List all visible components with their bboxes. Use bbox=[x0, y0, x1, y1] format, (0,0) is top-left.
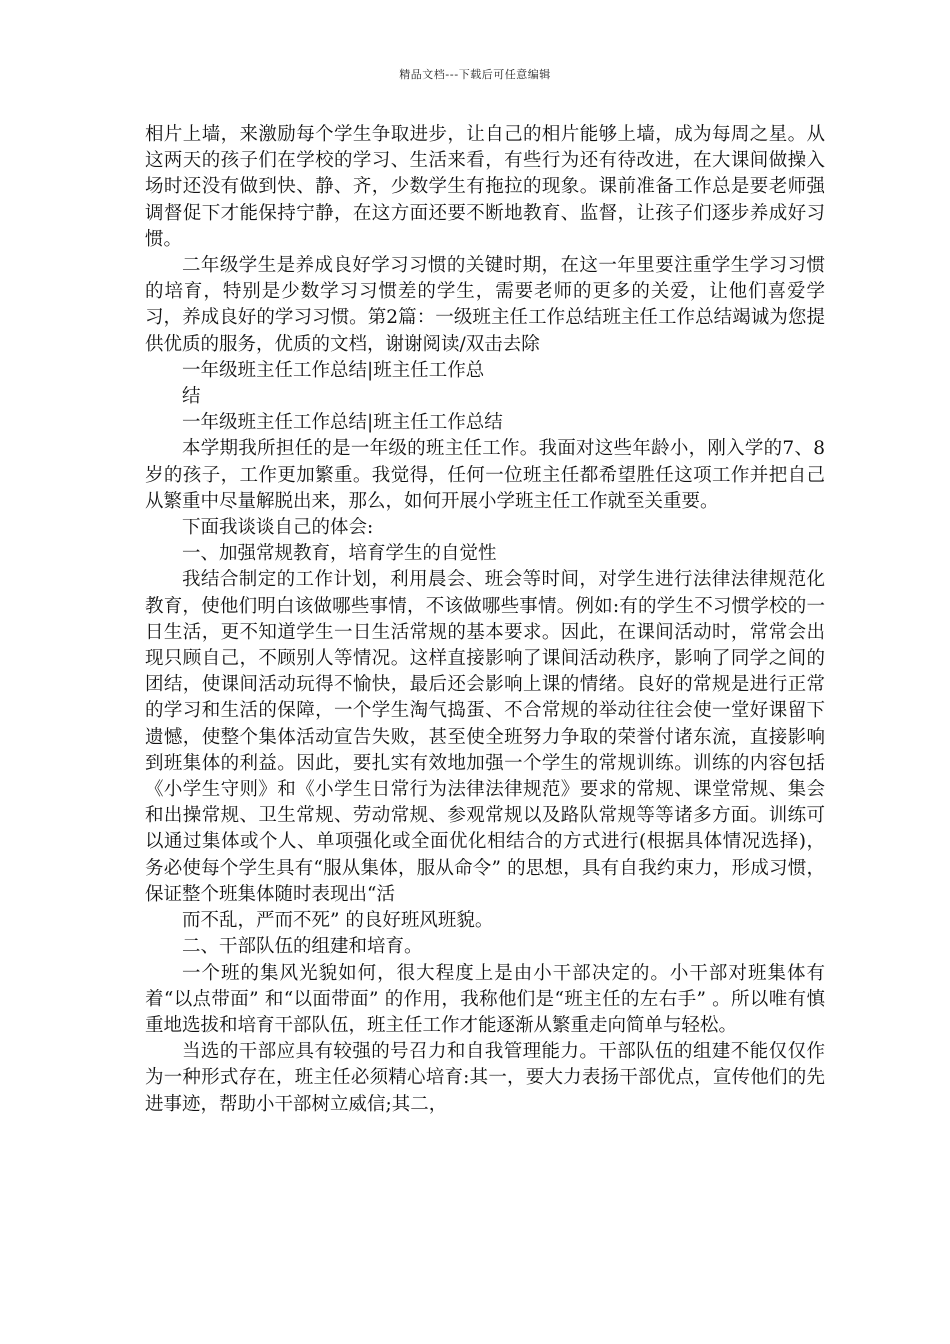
paragraph: 而不乱，严而不死” 的良好班风班貌。 bbox=[182, 910, 494, 932]
section-heading: 一、加强常规教育，培育学生的自觉性 bbox=[182, 543, 497, 565]
paragraph: 当选的干部应具有较强的号召力和自我管理能力。干部队伍的组建不能仅仅作为一种形式存在，班主任必须精心培育:其一，要大力表扬干部优点，宣传他们的先进事迹，帮助小干部树立威信;其二， bbox=[145, 1041, 825, 1115]
document-title: 一年级班主任工作总结|班主任工作总结 bbox=[182, 412, 503, 434]
paragraph: 二年级学生是养成良好学习习惯的关键时期，在这一年里要注重学生学习习惯的培育，特别是少数学习习惯差的学生，需要老师的更多的关爱，让他们喜爱学习，养成良好的学习习惯。第2篇：一级班主任工作总结班主任工作总结竭诚为您提供优质的服务，优质的文档，谢谢阅读/双击去除 bbox=[145, 255, 825, 355]
paragraph: 相片上墙，来激励每个学生争取进步，让自己的相片能够上墙，成为每周之星。从这两天的孩子们在学校的学习、生活来看，有些行为还有待改进，在大课间做操入场时还没有做到快、静、齐，少数学生有拖拉的现象。课前准备工作总是要老师强调督促下才能保持宁静，在这方面还要不断地教育、监督，让孩子们逐步养成好习惯。 bbox=[145, 124, 825, 250]
paragraph: 本学期我所担任的是一年级的班主任工作。我面对这些年龄小，刚入学的7、8岁的孩子，工作更加繁重。我觉得，任何一位班主任都希望胜任这项工作并把自己从繁重中尽量解脱出来，那么，如何开展小学班主任工作就至关重要。 bbox=[145, 438, 825, 512]
subtitle-line: 结 bbox=[182, 386, 201, 408]
paragraph: 下面我谈谈自己的体会: bbox=[182, 517, 374, 539]
paragraph: 一个班的集风光貌如何，很大程度上是由小干部决定的。小干部对班集体有着“以点带面” 和“以面带面” 的作用，我称他们是“班主任的左右手” 。所以唯有慎重地选拔和培育干部队伍，班主任工作才能逐渐从繁重走向简单与轻松。 bbox=[145, 962, 825, 1036]
paragraph: 我结合制定的工作计划，利用晨会、班会等时间，对学生进行法律法律规范化教育，使他们明白该做哪些事情，不该做哪些事情。例如:有的学生不习惯学校的一日生活，更不知道学生一日生活常规的基本要求。因此，在课间活动时，常常会出现只顾自己，不顾别人等情况。这样直接影响了课间活动秩序，影响了同学之间的团结，使课间活动玩得不愉快，最后还会影响上课的情绪。良好的常规是进行正常的学习和生活的保障，一个学生淘气捣蛋、不合常规的举动往往会使一堂好课留下遗憾，使整个集体活动宣告失败，甚至使全班努力争取的荣誉付诸东流，直接影响到班集体的利益。因此，要扎实有效地加强一个学生的常规训练。训练的内容包括《小学生守则》和《小学生日常行为法律法律规范》要求的常规、课堂常规、集会和出操常规、卫生常规、劳动常规、参观常规以及路队常规等等诸多方面。训练可以通过集体或个人、单项强化或全面优化相结合的方式进行(根据具体情况选择)，务必使每个学生具有“服从集体，服从命令” 的思想，具有自我约束力，形成习惯，保证整个班集体随时表现出“活 bbox=[145, 569, 825, 905]
subtitle-line: 一年级班主任工作总结|班主任工作总 bbox=[182, 359, 485, 381]
section-heading: 二、干部队伍的组建和培育。 bbox=[182, 936, 423, 958]
page-header: 精品文档---下载后可任意编辑 bbox=[399, 68, 551, 81]
document-body bbox=[145, 122, 825, 1118]
